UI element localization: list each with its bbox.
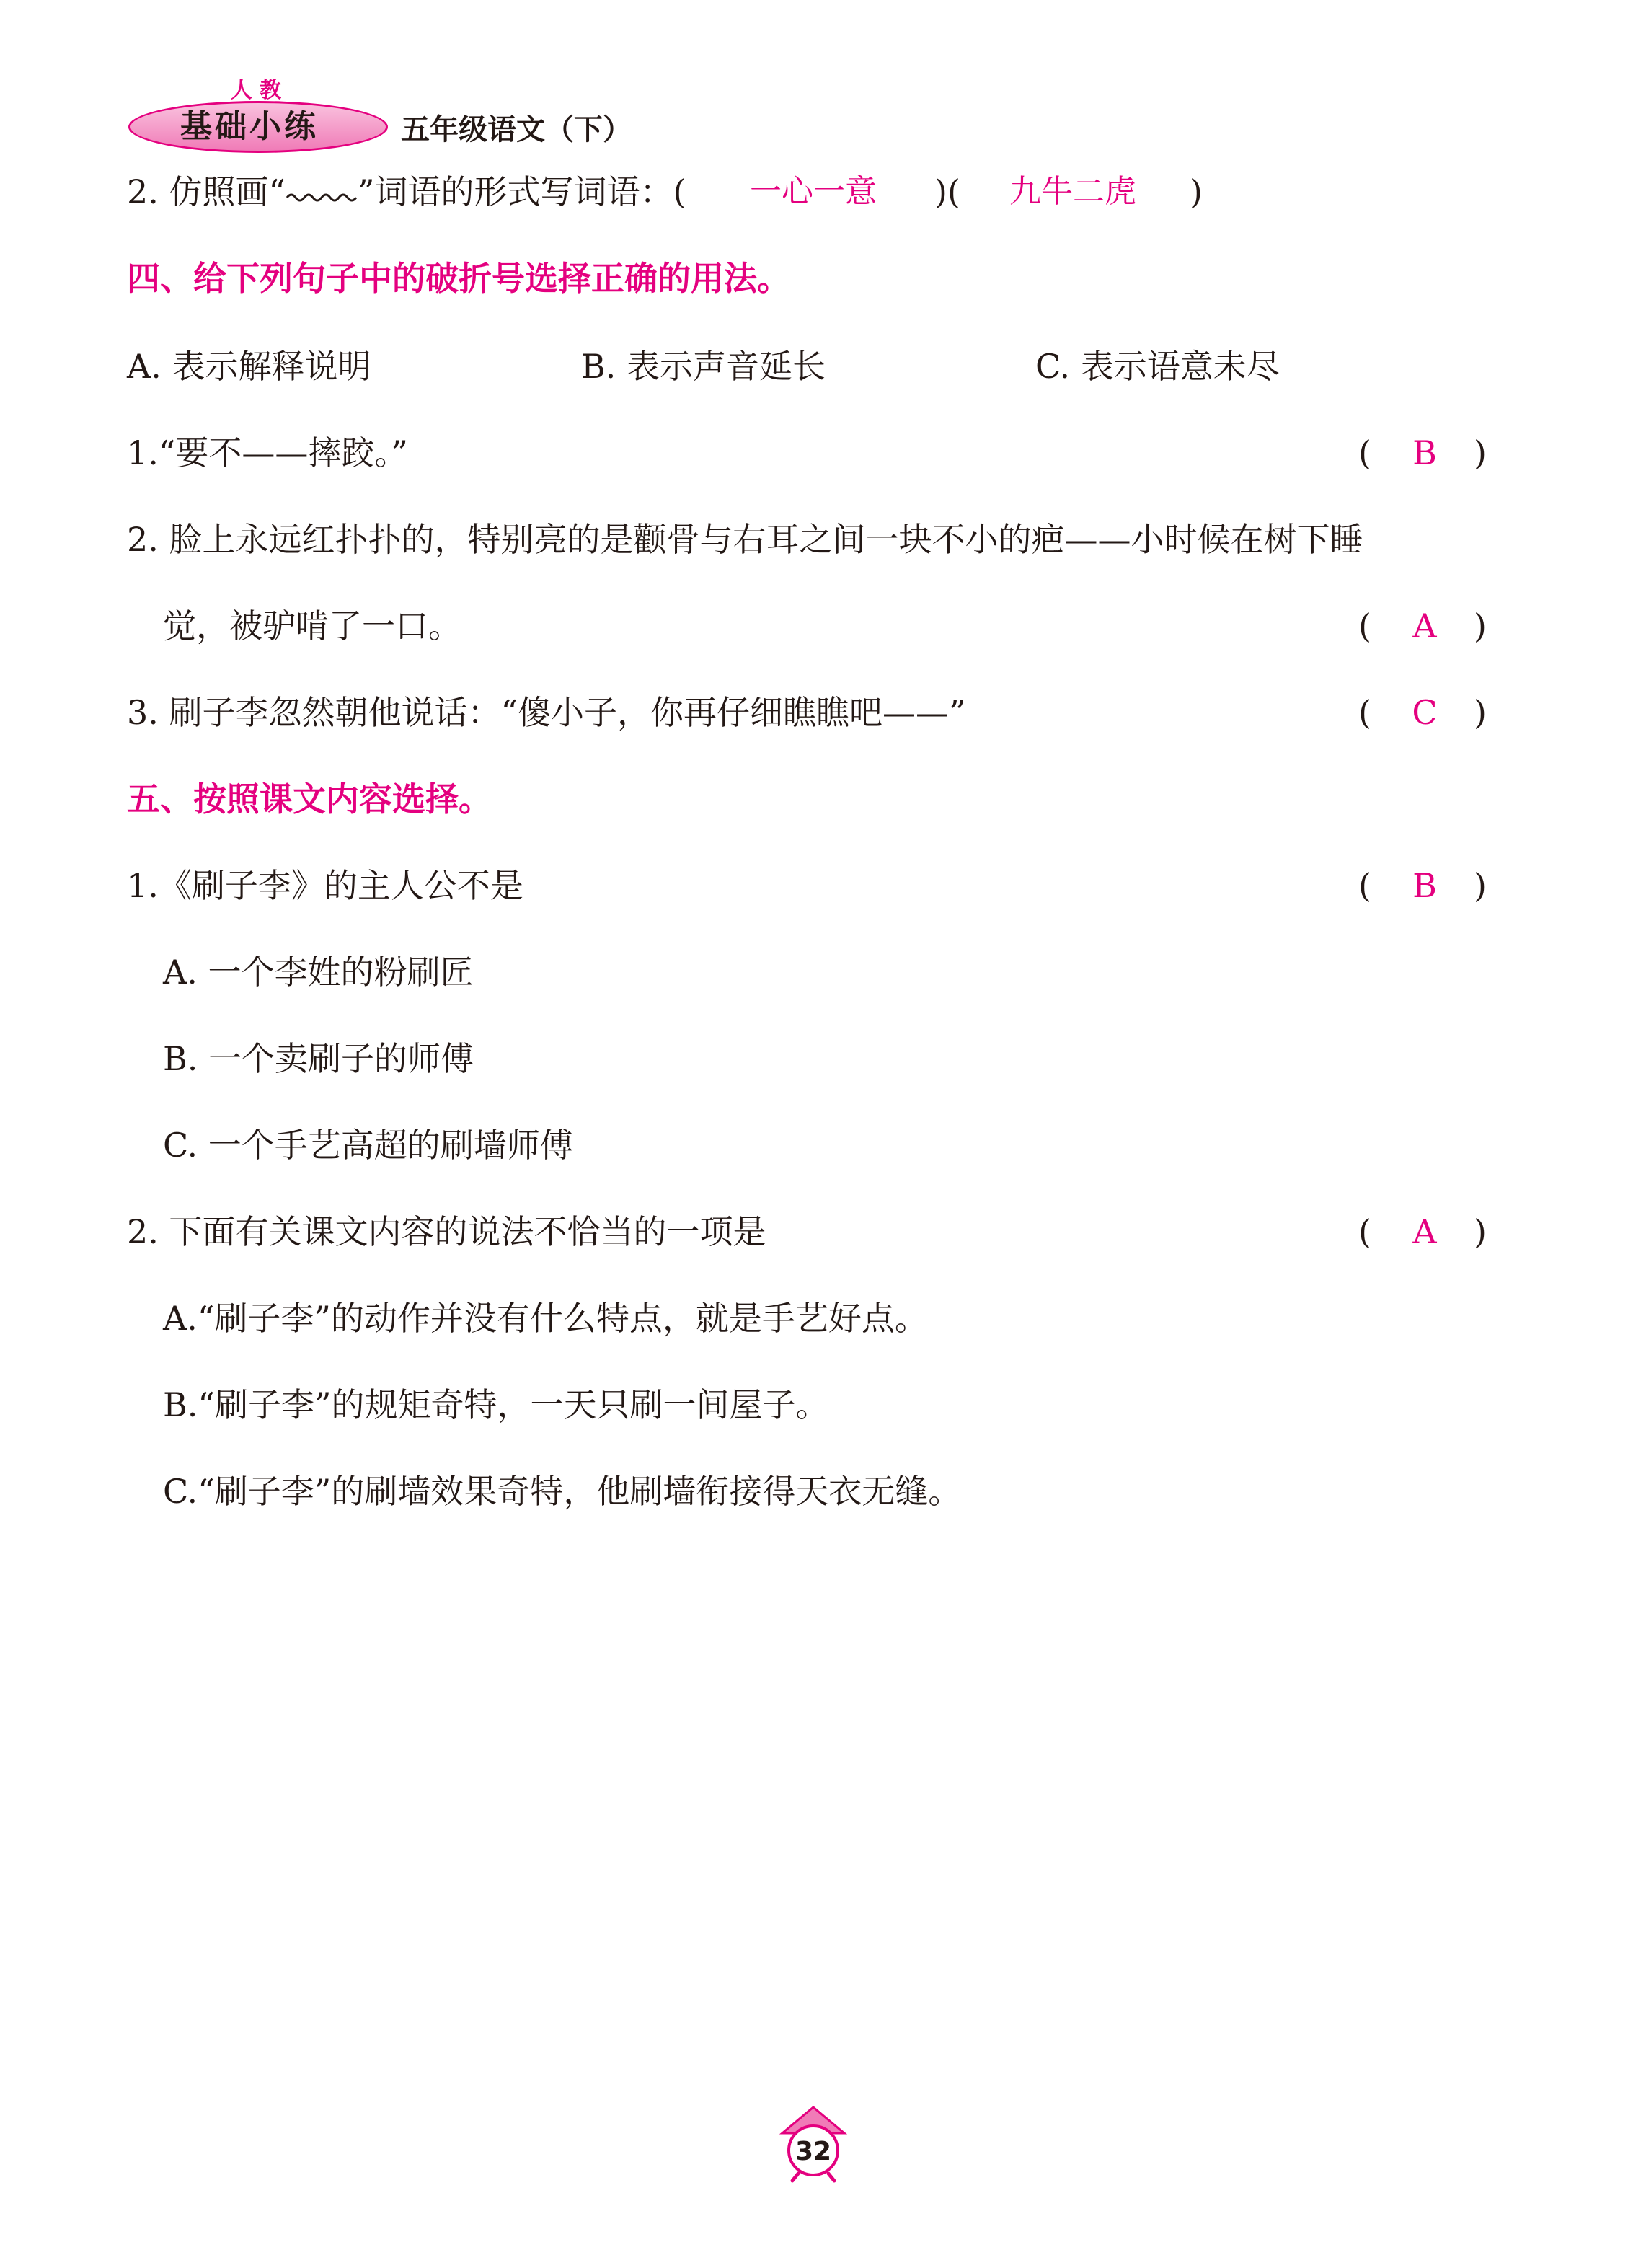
- section-4-option-a: A. 表示解释说明: [127, 347, 371, 386]
- header-subject: 五年级语文（下）: [401, 113, 632, 146]
- section-4-item-2-cont: 觉，被驴啃了一口。: [163, 606, 461, 645]
- section-5-q2-option-b: B.“刷子李”的规矩奇特，一天只刷一间屋子。: [163, 1385, 829, 1424]
- section-5-title: 五、按照课文内容选择。: [127, 780, 492, 818]
- q3-2-answer-2: 九牛二虎: [1009, 173, 1136, 210]
- section-4-item-1: 1.“要不——摔跤。”: [127, 433, 408, 472]
- wavy-underline-icon: [286, 189, 358, 206]
- q3-2-mid: )(: [934, 172, 960, 211]
- section-4-option-b: B. 表示声音延长: [581, 347, 826, 386]
- section-5-q1-option-b: B. 一个卖刷子的师傅: [163, 1039, 474, 1078]
- header-logo-text: 基础小练: [180, 108, 319, 145]
- section-5-q2: 2. 下面有关课文内容的说法不恰当的一项是: [127, 1212, 766, 1251]
- q3-2-end: ): [1190, 172, 1203, 211]
- section-5-q2-option-c: C.“刷子李”的刷墙效果奇特，他刷墙衔接得天衣无缝。: [163, 1472, 962, 1511]
- answer-value: B: [1412, 433, 1437, 472]
- section-5-q2-option-a: A.“刷子李”的动作并没有什么特点，就是手艺好点。: [163, 1299, 928, 1338]
- section-5-q1: 1.《刷子李》的主人公不是: [127, 866, 523, 905]
- q3-2-answer-1: 一心一意: [750, 173, 877, 210]
- section-5-q1-option-c: C. 一个手艺高超的刷墙师傅: [163, 1126, 573, 1165]
- answer-value: C: [1412, 693, 1438, 732]
- header-tag: 人教: [231, 78, 288, 103]
- q3-2-suffix: ”词语的形式写词语：(: [358, 172, 686, 211]
- section-4-option-c: C. 表示语意未尽: [1035, 347, 1280, 386]
- answer-value: B: [1412, 866, 1437, 905]
- page-number: 32: [795, 2137, 832, 2166]
- answer-value: A: [1412, 606, 1437, 645]
- section-4-title: 四、给下列句子中的破折号选择正确的用法。: [127, 259, 790, 298]
- section-4-item-2: 2. 脸上永远红扑扑的，特别亮的是颧骨与右耳之间一块不小的疤——小时候在树下睡: [127, 520, 1363, 559]
- answer-value: A: [1412, 1212, 1437, 1251]
- section-5-q1-option-a: A. 一个李姓的粉刷匠: [163, 953, 474, 992]
- q3-2-line: [127, 170, 686, 213]
- q3-2-prefix: 2. 仿照画“: [127, 172, 286, 211]
- section-4-item-3: 3. 刷子李忽然朝他说话：“傻小子，你再仔细瞧瞧吧——”: [127, 693, 966, 732]
